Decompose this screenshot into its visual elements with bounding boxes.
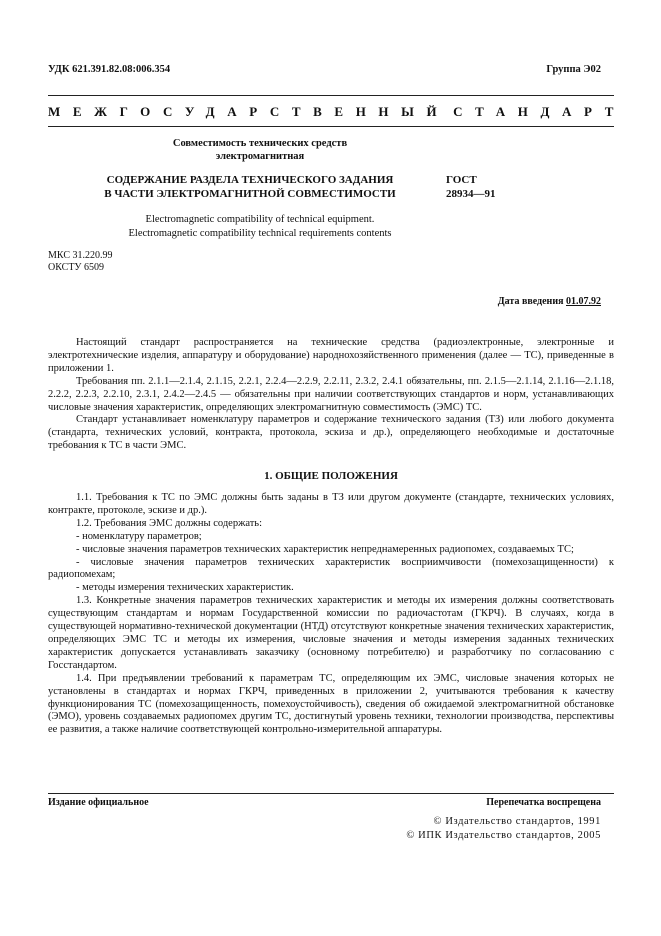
okstu-code: ОКСТУ 6509 [48, 262, 105, 273]
standard-banner [48, 104, 626, 120]
footer-rule [48, 793, 614, 794]
intro-paragraph-1: Настоящий стандарт распространяется на технические средства (радиоэлектронные, электронные и электротехнические изделия, аппаратуру и оборудование) народнохозяйственного применения (далее — ТС), приведенные в приложении 1. [48, 337, 614, 374]
top-rule [48, 95, 614, 96]
title-line-1: СОДЕРЖАНИЕ РАЗДЕЛА ТЕХНИЧЕСКОГО ЗАДАНИЯ [106, 174, 394, 186]
clause-1-1: 1.1. Требования к ТС по ЭМС должны быть заданы в ТЗ или другом документе (стандарте, технических условиях, контракте, протоколе, эскизе и др.). [48, 492, 614, 516]
copyright-line-2: © ИПК Издательство стандартов, 2005 [406, 830, 601, 841]
gost-designation [446, 174, 496, 201]
banner-interstate: МЕЖГОСУДАРСТВЕННЫЙ [48, 104, 450, 119]
copyright-line-1: © Издательство стандартов, 1991 [433, 816, 601, 827]
udk-code: УДК 621.391.82.08:006.354 [48, 64, 171, 75]
document-title [70, 174, 430, 201]
title-line-2: В ЧАСТИ ЭЛЕКТРОМАГНИТНОЙ СОВМЕСТИМОСТИ [104, 187, 396, 200]
mks-code: МКС 31.220.99 [48, 250, 113, 261]
intro-paragraph-2: Требования пп. 2.1.1—2.1.4, 2.1.15, 2.2.1, 2.2.4—2.2.9, 2.2.11, 2.3.2, 2.4.1 обязательны, пп. 2.1.5—2.1.14, 2.1.16—2.1.18, 2.2.2, 2.2.3, 2.2.10, 2.3.1, 2.4.2—2.4.5 — обязательны при наличии соответствующих стандартов и норм, устанавливающих числовые значения характеристик, определяющих электромагнитную совместимость (ЭМС) ТС. [48, 375, 614, 413]
list-item: - номенклатуру параметров; [76, 530, 202, 542]
reprint-notice: Перепечатка воспрещена [486, 797, 601, 808]
english-line-2: Electromagnetic compatibility technical requirements contents [128, 228, 392, 239]
english-title [60, 213, 460, 241]
gost-label: ГОСТ [446, 174, 477, 186]
official-edition: Издание официальное [48, 797, 149, 808]
banner-rule [48, 126, 614, 127]
clause-1-4: 1.4. При предъявлении требований к параметрам ТС, определяющим их ЭМС, числовые значения которых не установлены в стандартах и нормах ГКРЧ, приведенных в приложении 2, учитываются требования к качеству функционирования ТС (помехозащищенность, помехоустойчивость), сведения об ожидаемой электромагнитной обстановке (ЭМО), уровень создаваемых радиопомех другим ТС, достигнутый уровень техники, технологии производства, перспективы ее развития, а также наличие соответствующей контрольно-измерительной аппаратуры. [48, 672, 614, 736]
classification-codes [48, 250, 112, 274]
date-value: 01.07.92 [566, 296, 601, 307]
list-item: - методы измерения технических характеристик. [76, 582, 294, 594]
subject-line-1: Совместимость технических средств [172, 138, 348, 149]
clause-1-3: 1.3. Конкретные значения параметров технических характеристик и методы их измерения должны соответствовать существующим стандартам и нормам Государственной комиссии по радиочастотам (ГКРЧ). В случаях, когда в существующей нормативно-технической документации (НТД) отсутствуют конкретные значения технических характеристик, определяющих ЭМС ТС и методы их измерения, числовые значения и методы измерения заданных технических характеристик допускается устанавливать заказчику (основному потребителю) и разработчику по согласованию с Госстандартом. [48, 595, 614, 671]
gost-number: 28934—91 [446, 187, 496, 200]
group-code: Группа Э02 [546, 64, 601, 75]
intro-text [48, 337, 614, 453]
copyright-block [406, 815, 601, 843]
banner-standard: СТАНДАРТ [453, 104, 626, 119]
list-item: - числовые значения параметров технических характеристик непреднамеренных радиопомех, создаваемых ТС; [76, 543, 574, 555]
clause-1-2: 1.2. Требования ЭМС должны содержать: [76, 517, 263, 529]
subject-heading [60, 137, 460, 163]
english-line-1: Electromagnetic compatibility of technical equipment. [145, 214, 375, 225]
subject-line-2: электромагнитная [215, 151, 305, 162]
intro-paragraph-3: Стандарт устанавливает номенклатуру параметров и содержание технического задания (ТЗ) или любого документа (стандарта, технических условий, контракта, протокола, эскиза и др.), определяющего необходимые и достаточные требования к ТС в части ЭМС. [48, 414, 614, 452]
date-label: Дата введения [497, 296, 564, 307]
section-heading: 1. ОБЩИЕ ПОЛОЖЕНИЯ [264, 470, 398, 482]
effective-date [498, 296, 601, 307]
list-item: - числовые значения параметров технических характеристик восприимчивости (помехозащищенности) к радиопомехам; [48, 556, 614, 581]
section-1-text [48, 492, 614, 737]
